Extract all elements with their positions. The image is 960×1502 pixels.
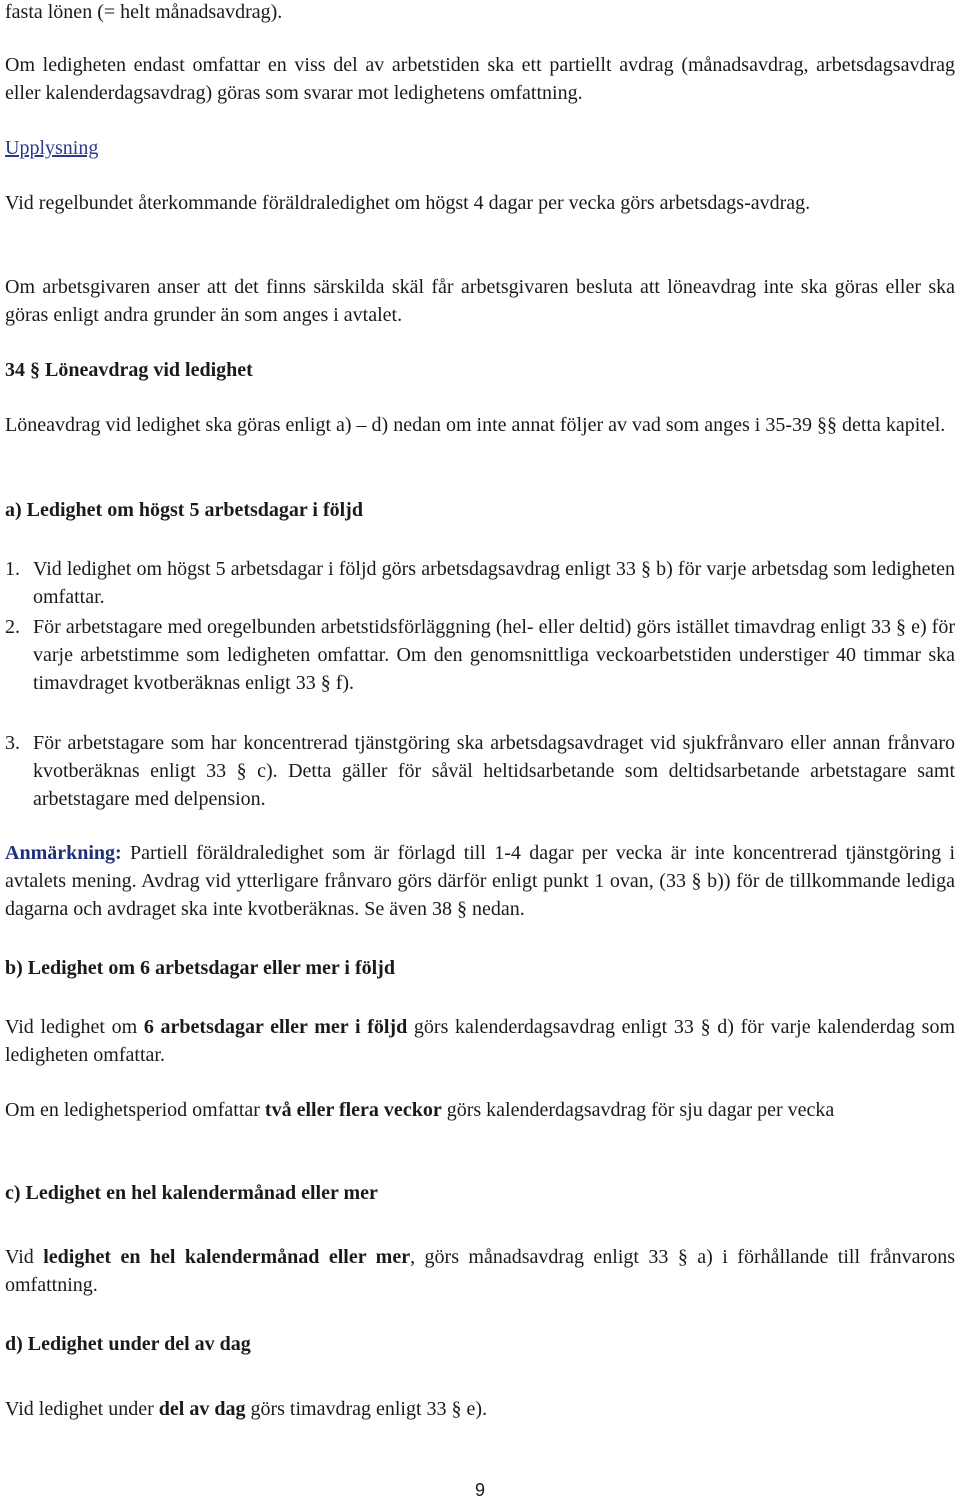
list-item-number: 1. bbox=[5, 558, 20, 580]
d-pre: Vid ledighet under bbox=[5, 1398, 159, 1420]
section-34-heading: 34 § Löneavdrag vid ledighet bbox=[5, 359, 253, 381]
page-number: 9 bbox=[474, 1480, 485, 1500]
heading-a: a) Ledighet om högst 5 arbetsdagar i följd bbox=[5, 499, 363, 521]
c-pre: Vid bbox=[5, 1246, 44, 1268]
b-p2-pre: Om en ledighetsperiod omfattar bbox=[5, 1099, 265, 1121]
section-34-text: Löneavdrag vid ledighet ska göras enligt a) – d) nedan om inte annat följer av vad som anges i 35-39 §§ detta kapitel. bbox=[5, 414, 946, 436]
b-paragraph-2 bbox=[5, 1096, 955, 1124]
b-p1-pre: Vid ledighet om bbox=[5, 1016, 144, 1038]
anmarkning-label: Anmärkning: bbox=[5, 842, 122, 864]
heading-d: d) Ledighet under del av dag bbox=[5, 1333, 251, 1355]
list-item-number: 3. bbox=[5, 732, 20, 754]
partial-deduction-paragraph: Om ledigheten endast omfattar en viss del av arbetstiden ska ett partiellt avdrag (månadsavdrag, arbetsdagsavdrag eller kalenderdagsavdrag) göras som svarar mot ledighetens omfattning. bbox=[5, 54, 955, 104]
list-item-text: Vid ledighet om högst 5 arbetsdagar i följd görs arbetsdagsavdrag enligt 33 § b) för varje arbetsdag som ledigheten omfattar. bbox=[33, 558, 955, 608]
b-p2-bold: två eller flera veckor bbox=[264, 1099, 442, 1121]
list-item-text: För arbetstagare som har koncentrerad tjänstgöring ska arbetsdagsavdraget vid sjukfrånvaro eller annan frånvaro kvotberäknas enligt 33 § c). Detta gäller för såväl heltidsarbetande som deltidsarbetande arbetstagare samt arbetstagare med delpension. bbox=[33, 732, 955, 810]
b-paragraph-1 bbox=[5, 1013, 955, 1069]
upplysning-label bbox=[5, 134, 955, 162]
list-item-text: För arbetstagare med oregelbunden arbetstidsförläggning (hel- eller deltid) görs istället timavdrag enligt 33 § e) för varje arbetstimme som ledigheten omfattar. Om den genomsnittliga veckoarbetstiden understiger 40 timmar ska timavdraget kvotberäknas enligt 33 § f). bbox=[33, 616, 955, 694]
upplysning-link: Upplysning bbox=[5, 137, 99, 159]
b-p2-post: görs kalenderdagsavdrag för sju dagar per vecka bbox=[441, 1099, 835, 1121]
intro-text: fasta lönen (= helt månadsavdrag). bbox=[5, 1, 283, 23]
b-p1-bold: 6 arbetsdagar eller mer i följd bbox=[143, 1016, 408, 1038]
c-post: , görs månadsavdrag enligt 33 § a) i förhållande till frånvarons omfattning. bbox=[5, 1246, 955, 1296]
upplysning-text: Vid regelbundet återkommande föräldraledighet om högst 4 dagar per vecka görs arbetsdags-avdrag. bbox=[5, 192, 811, 214]
d-post: görs timavdrag enligt 33 § e). bbox=[245, 1398, 488, 1420]
heading-b: b) Ledighet om 6 arbetsdagar eller mer i följd bbox=[5, 957, 395, 979]
employer-discretion-paragraph: Om arbetsgivaren anser att det finns särskilda skäl får arbetsgivaren besluta att löneavdrag inte ska göras eller ska göras enligt andra grunder än som anges i avtalet. bbox=[5, 276, 955, 326]
d-paragraph bbox=[5, 1395, 955, 1423]
anmarkning-paragraph bbox=[5, 839, 955, 923]
c-paragraph bbox=[5, 1243, 955, 1299]
list-item-number: 2. bbox=[5, 616, 20, 638]
b-p1-post: görs kalenderdagsavdrag enligt 33 § d) för varje kalenderdag som ledigheten omfattar. bbox=[5, 1016, 956, 1066]
d-bold: del av dag bbox=[158, 1398, 246, 1420]
heading-c: c) Ledighet en hel kalendermånad eller mer bbox=[5, 1182, 378, 1204]
anmarkning-text: Partiell föräldraledighet som är förlagd till 1-4 dagar per vecka är inte koncentrerad tjänstgöring i avtalets mening. Avdrag vid ytterligare frånvaro görs därför enligt punkt 1 ovan, (33 § b)) för de tillkommande lediga dagarna och avdraget ska inte kvotberäknas. Se även 38 § nedan. bbox=[5, 842, 955, 920]
c-bold: ledighet en hel kalendermånad eller mer bbox=[43, 1246, 411, 1268]
